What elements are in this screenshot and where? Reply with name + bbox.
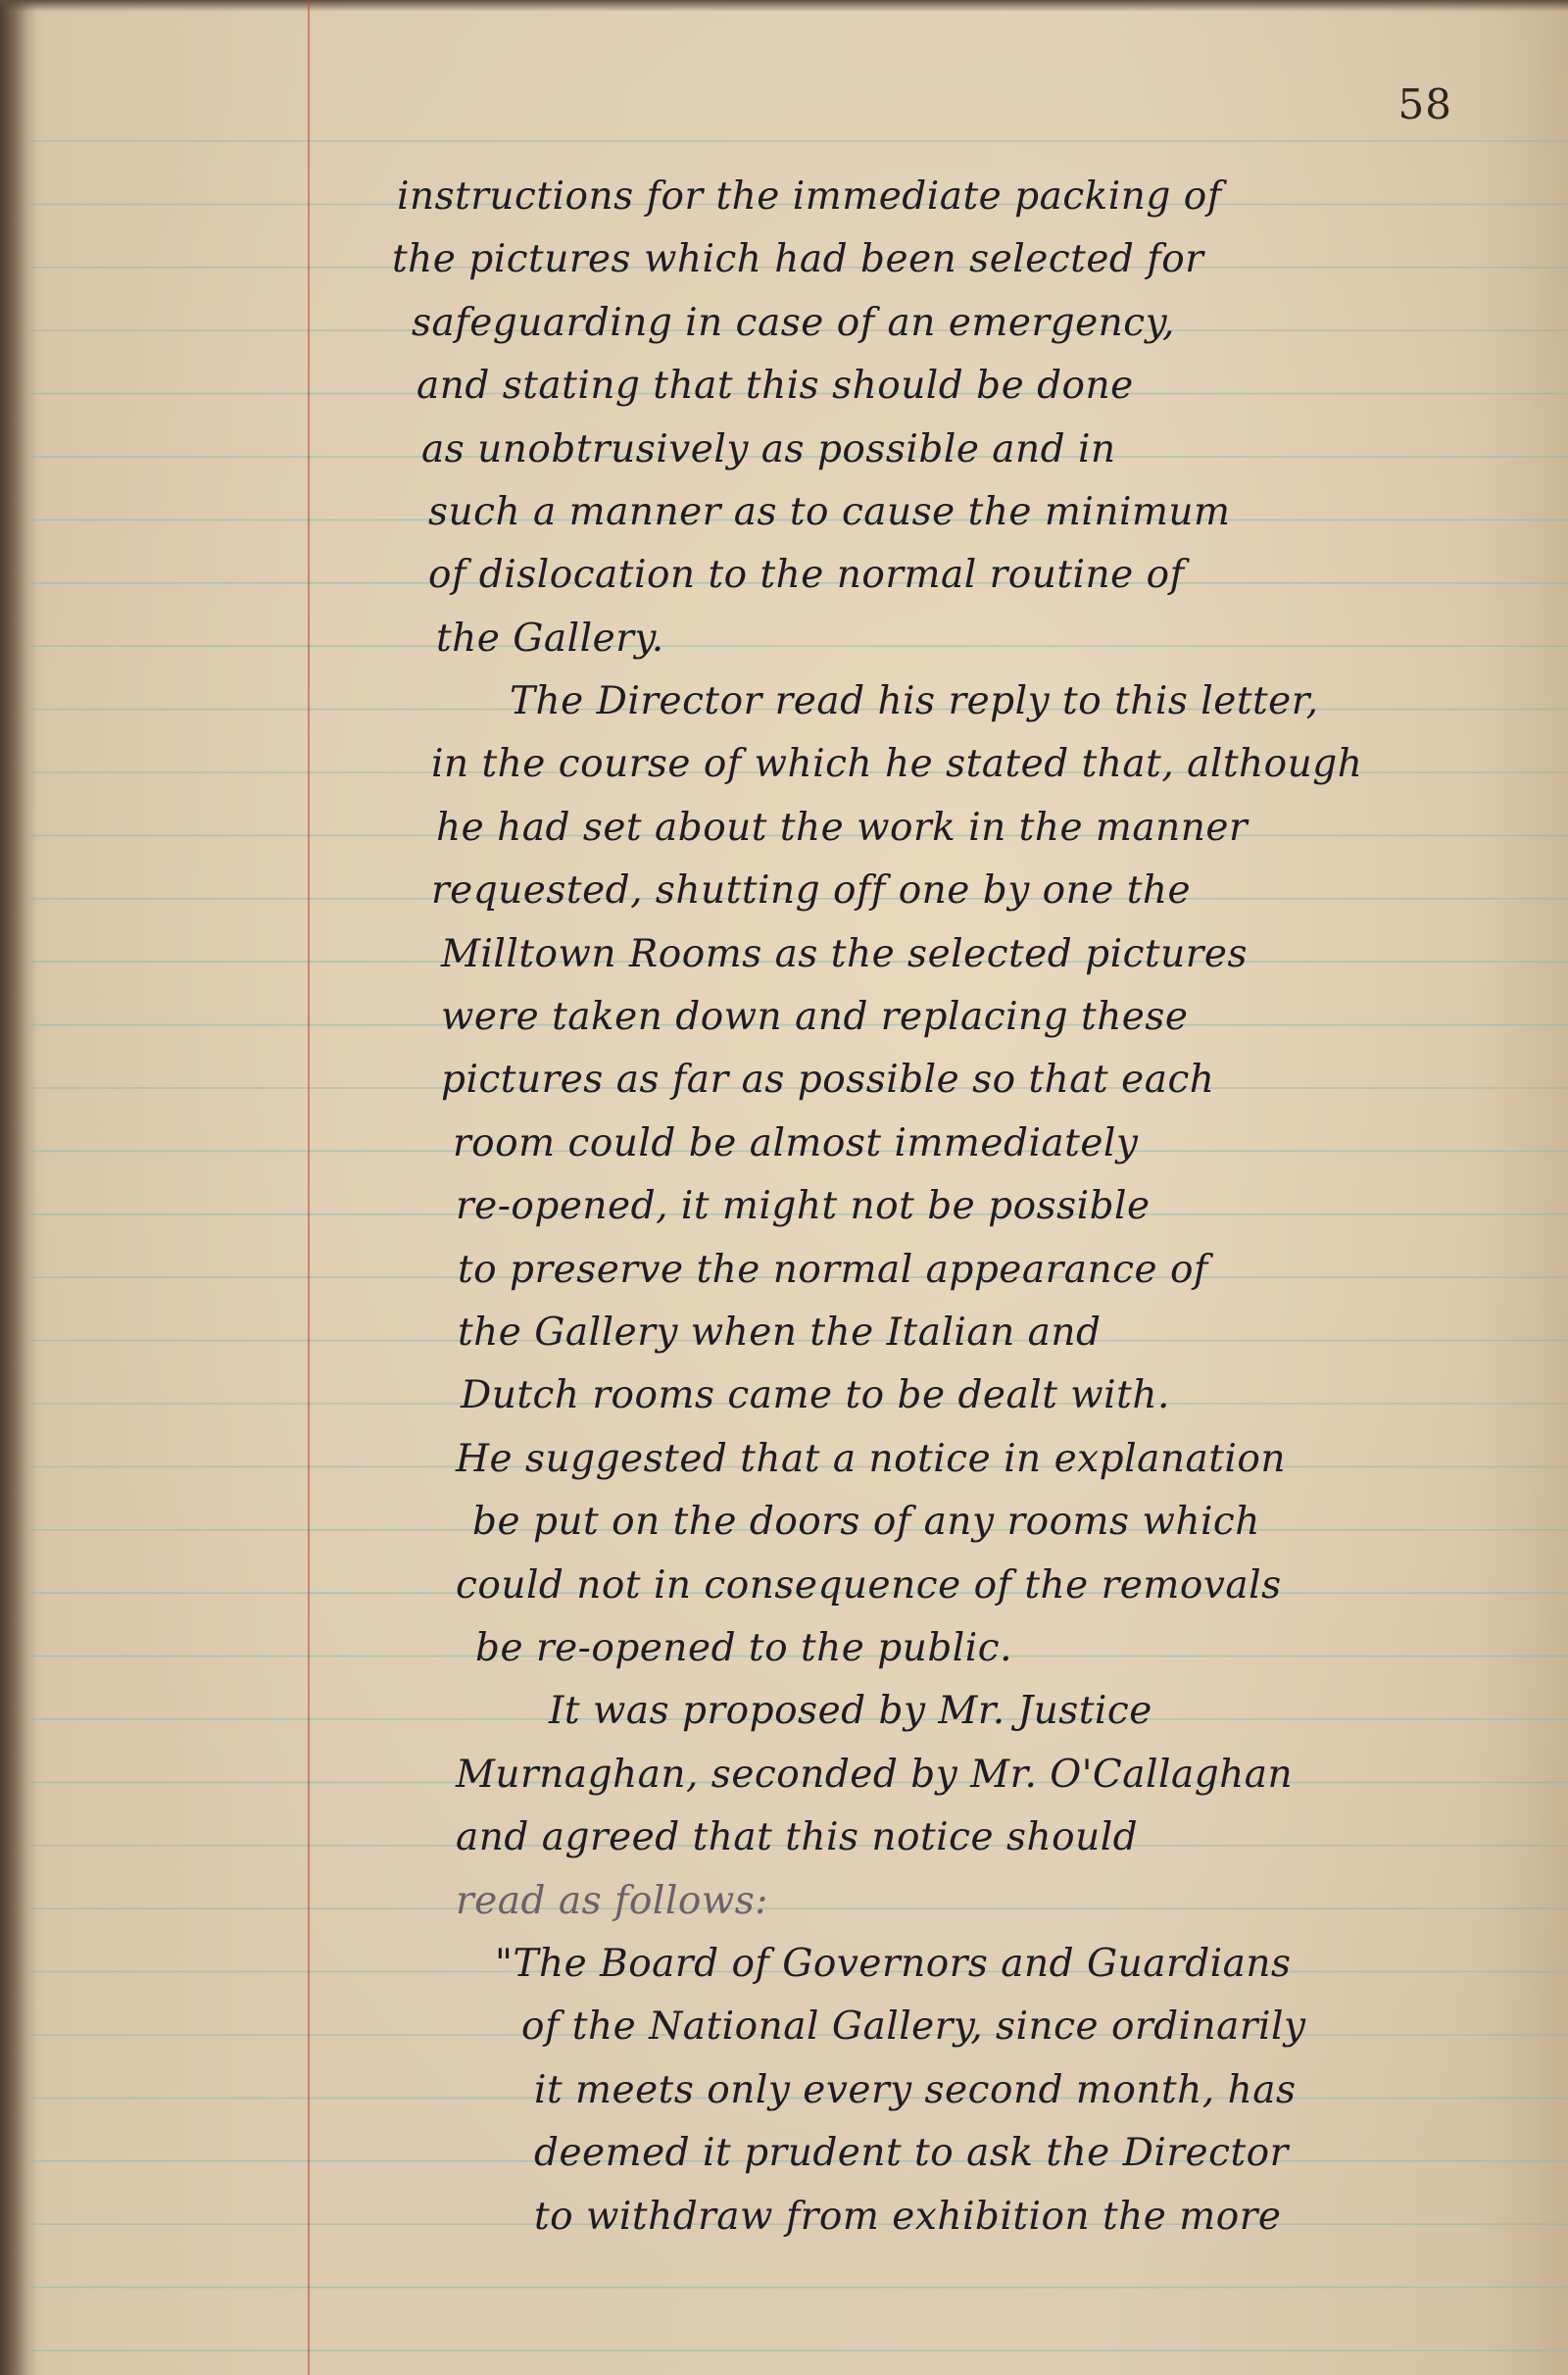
text-line: Murnaghan, seconded by Mr. O'Callaghan	[456, 1753, 1294, 1797]
text-line: he had set about the work in the manner	[436, 806, 1249, 850]
margin-rule	[308, 0, 310, 2375]
text-line: of the National Gallery, since ordinarily	[521, 2004, 1306, 2049]
text-line: of dislocation to the normal routine of	[428, 553, 1185, 597]
text-line: the Gallery.	[436, 617, 664, 661]
text-line: could not in consequence of the removals	[456, 1563, 1282, 1608]
text-line: be re-opened to the public.	[475, 1626, 1012, 1670]
text-line: re-opened, it might not be possible	[456, 1184, 1151, 1228]
text-line: deemed it prudent to ask the Director	[534, 2131, 1289, 2175]
text-line: safeguarding in case of an emergency,	[412, 301, 1175, 345]
text-line: instructions for the immediate packing of	[397, 174, 1222, 219]
text-line: in the course of which he stated that, although	[431, 742, 1363, 786]
text-line: "The Board of Governors and Guardians	[495, 1942, 1292, 1986]
text-line: as unobtrusively as possible and in	[421, 427, 1116, 471]
text-line: and stating that this should be done	[416, 364, 1134, 408]
text-line: to preserve the normal appearance of	[458, 1248, 1208, 1292]
text-line: Dutch rooms came to be dealt with.	[461, 1373, 1170, 1417]
text-line: pictures as far as possible so that each	[441, 1058, 1215, 1102]
text-line: Milltown Rooms as the selected pictures	[441, 932, 1248, 976]
text-line: such a manner as to cause the minimum	[428, 490, 1231, 534]
text-line: be put on the doors of any rooms which	[472, 1500, 1260, 1544]
text-line: He suggested that a notice in explanation	[456, 1437, 1286, 1481]
text-line: The Director read his reply to this letter,	[510, 679, 1319, 723]
text-line: the pictures which had been selected for	[392, 237, 1204, 281]
page-number: 58	[1397, 80, 1452, 128]
text-line: the Gallery when the Italian and	[458, 1311, 1102, 1355]
text-line: it meets only every second month, has	[534, 2068, 1297, 2112]
text-line: read as follows:	[456, 1879, 768, 1923]
text-line: to withdraw from exhibition the more	[534, 2195, 1282, 2239]
text-line: and agreed that this notice should	[456, 1815, 1139, 1859]
text-line: It was proposed by Mr. Justice	[549, 1689, 1152, 1733]
text-line: requested, shutting off one by one the	[431, 868, 1192, 913]
text-line: room could be almost immediately	[453, 1121, 1139, 1165]
text-line: were taken down and replacing these	[441, 995, 1189, 1039]
